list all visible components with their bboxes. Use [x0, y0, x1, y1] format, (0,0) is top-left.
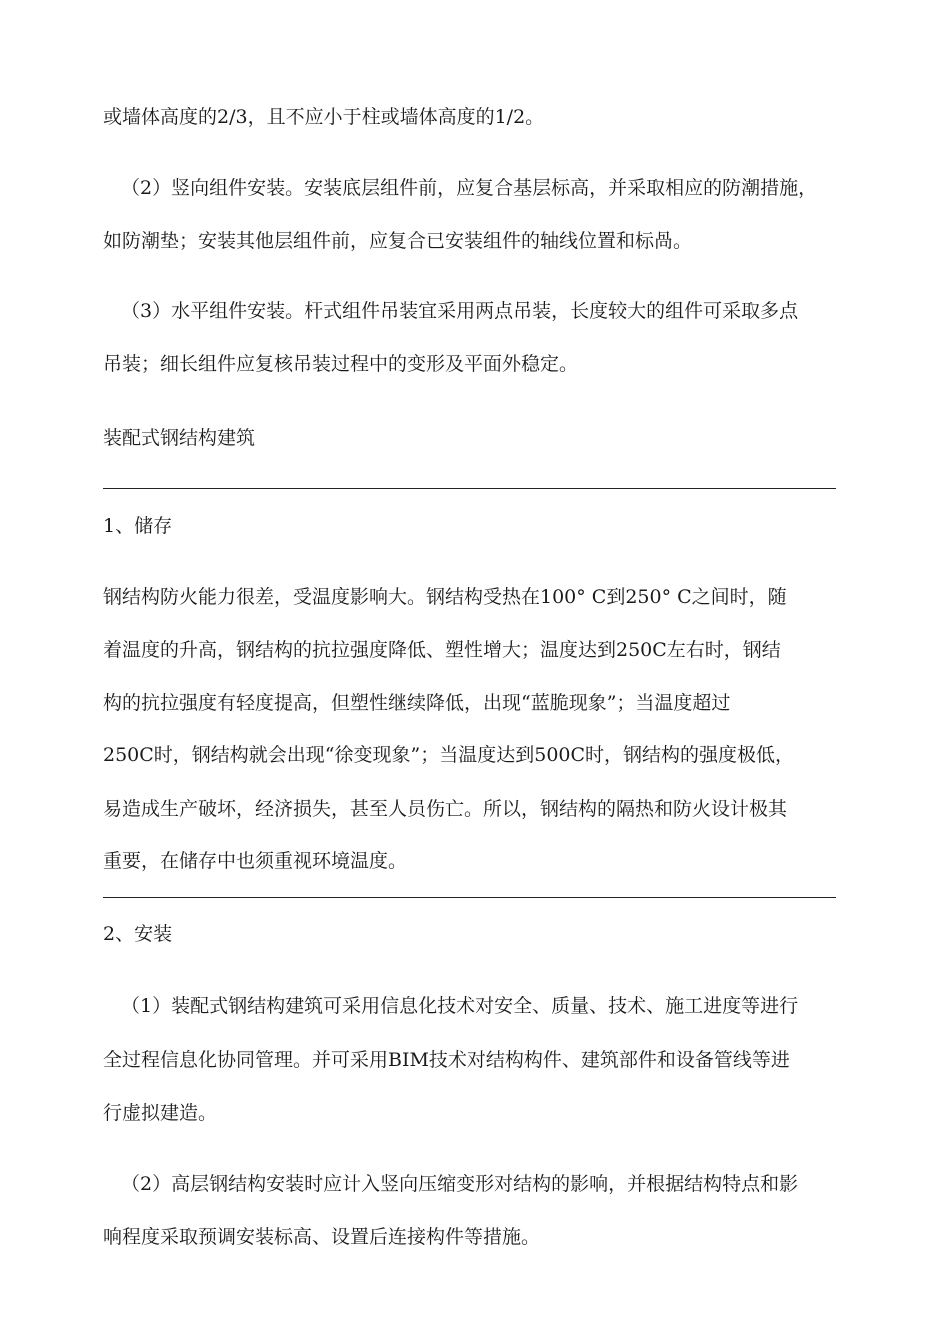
subsection-heading: 1、储存 — [103, 515, 173, 537]
section-heading: 装配式钢结构建筑 — [103, 427, 256, 449]
text-line: （3）水平组件安装。杆式组件吊装宜采用两点吊装，长度较大的组件可采取多点 — [121, 300, 799, 322]
text-line: 如防潮垫；安装其他层组件前，应复合已安装组件的轴线位置和标咼。 — [103, 230, 693, 252]
text-line: 全过程信息化协同管理。并可采用BIM技术对结构构件、建筑部件和设备管线等进 — [103, 1049, 790, 1071]
text-line: 构的抗拉强度有轻度提高，但塑性继续降低，出现“蓝脆现象”；当温度超过 — [103, 692, 731, 714]
text-line: 或墙体高度的2/3，且不应小于柱或墙体高度的1/2。 — [103, 106, 545, 128]
subsection-heading: 2、安装 — [103, 923, 173, 945]
text-line: （1）装配式钢结构建筑可采用信息化技术对安全、质量、技术、施工进度等进行 — [121, 995, 799, 1017]
text-line: 钢结构防火能力很差，受温度影响大。钢结构受热在100° C到250° C之间时，随 — [103, 586, 787, 608]
text-line: 250C时，钢结构就会出现“徐变现象”；当温度达到500C时，钢结构的强度极低， — [103, 744, 795, 766]
text-line: （2）高层钢结构安装时应计入竖向压缩变形对结构的影响，并根据结构特点和影 — [121, 1173, 799, 1195]
text-line: 行虚拟建造。 — [103, 1102, 218, 1124]
text-line: 重要，在储存中也须重视环境温度。 — [103, 850, 408, 872]
divider — [103, 488, 836, 489]
divider — [103, 897, 836, 898]
text-line: 易造成生产破坏，经济损失，甚至人员伤亡。所以，钢结构的隔热和防火设计极其 — [103, 798, 788, 820]
text-line: 响程度采取预调安装标高、设置后连接构件等措施。 — [103, 1226, 541, 1248]
text-line: 着温度的升高，钢结构的抗拉强度降低、塑性增大；温度达到250C左右时，钢结 — [103, 639, 781, 661]
text-line: （2）竖向组件安装。安装底层组件前，应复合基层标高，并采取相应的防潮措施， — [121, 177, 818, 199]
text-line: 吊装；细长组件应复核吊装过程中的变形及平面外稳定。 — [103, 353, 579, 375]
